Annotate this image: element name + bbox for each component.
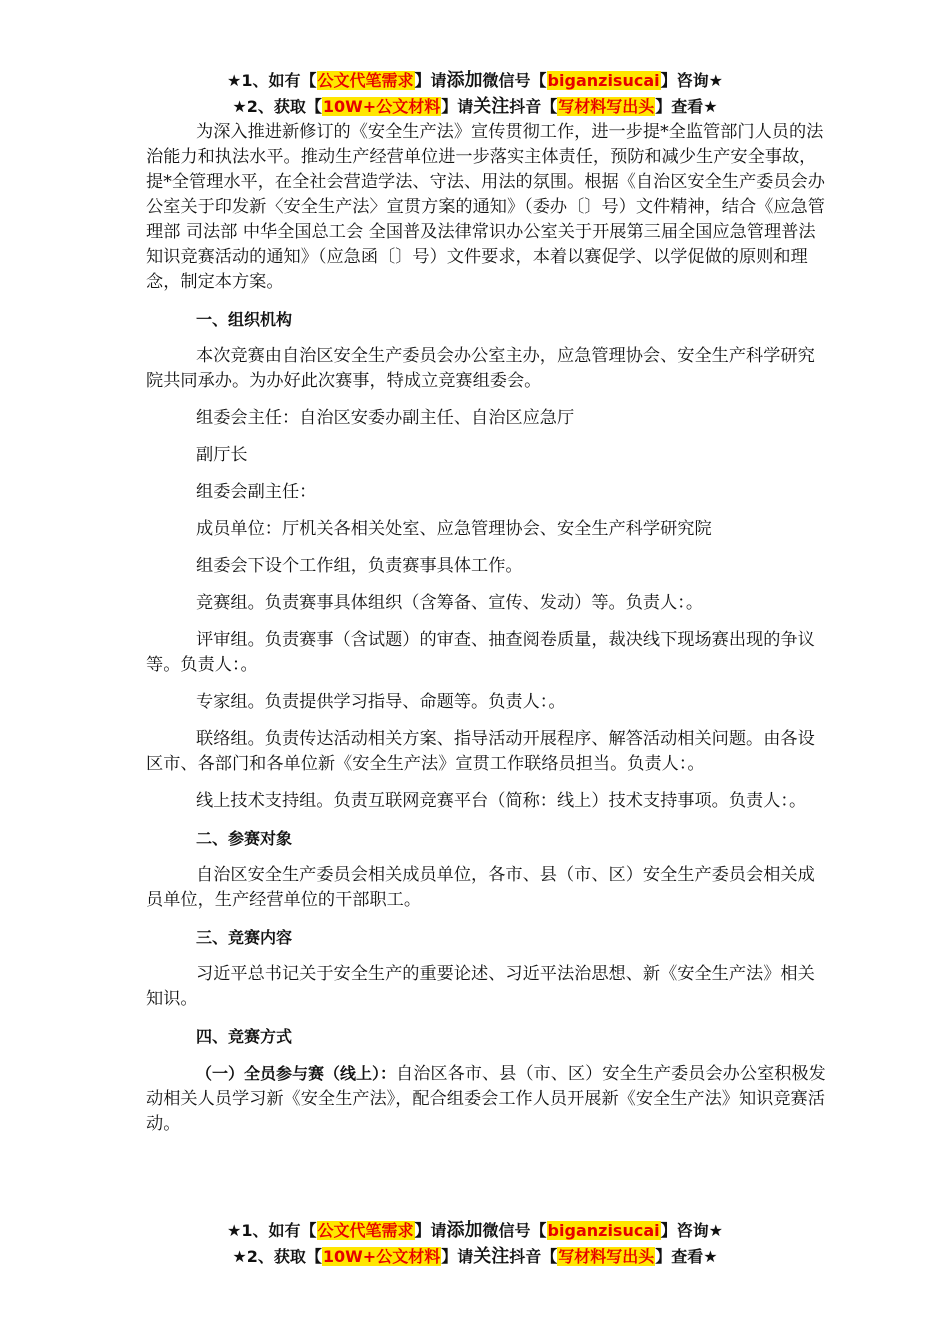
body-paragraph: 竞赛组。负责赛事具体组织（含筹备、宣传、发动）等。负责人：。 [196,593,704,613]
banner-emphasis: 添加 [446,1220,483,1241]
body-paragraph: 组委会下设个工作组，负责赛事具体工作。 [196,556,523,576]
banner-highlight: biganzisucai [547,1221,660,1240]
body-paragraph [146,1061,826,1137]
promo-banner-line-2 [0,94,950,120]
section-heading: 四、竞赛方式 [196,1027,293,1046]
banner-text: 】咨询★ [660,71,723,90]
promo-banner-line-1-bottom [0,1218,950,1244]
body-paragraph: 组委会主任：自治区安委办副主任、自治区应急厅 [196,408,575,428]
promo-banner-line-1 [0,68,950,94]
banner-text: ★2、获取【 [232,1247,322,1266]
item-text: 自治区各市、县（市、区）安全生产委员会办公室积极发动相关人员学习新《安全生产法》，配合组委会工作人员开展新《安全生产法》知识竞赛活动。 [146,1064,826,1134]
body-paragraph: 习近平总书记关于安全生产的重要论述、习近平法治思想、新《安全生产法》相关知识。 [146,964,815,1009]
banner-text: 】请 [414,71,447,90]
banner-highlight: 写材料写出头 [558,97,655,116]
banner-emphasis: 关注 [473,96,510,117]
body-paragraph: 组委会副主任： [196,482,317,502]
banner-emphasis: 添加 [446,70,483,91]
banner-text: 】查看★ [655,97,718,116]
body-paragraph: 联络组。负责传达活动相关方案、指导活动开展程序、解答活动相关问题。由各设区市、各部门和各单位新《安全生产法》宣贯工作联络员担当。负责人：。 [146,729,815,774]
banner-text: ★2、获取【 [232,97,322,116]
banner-text: 】请 [441,97,474,116]
body-paragraph: 评审组。负责赛事（含试题）的审查、抽查阅卷质量，裁决线下现场赛出现的争议等。负责人：。 [146,630,815,675]
banner-text: 】请 [441,1247,474,1266]
banner-text: 抖音【 [509,1247,558,1266]
banner-text: 】咨询★ [660,1221,723,1240]
promo-banner-line-2-bottom [0,1244,950,1270]
banner-text: ★1、如有【 [227,71,317,90]
banner-text: ★1、如有【 [227,1221,317,1240]
banner-highlight: 10W+公文材料 [322,1247,441,1266]
banner-text: 】查看★ [655,1247,718,1266]
banner-highlight: 公文代笔需求 [317,71,414,90]
section-heading: 三、竞赛内容 [196,928,293,947]
section-heading: 二、参赛对象 [196,829,293,848]
body-paragraph: 副厅长 [196,445,248,465]
item-lead: （一）全员参与赛（线上）： [196,1064,397,1083]
banner-highlight: 10W+公文材料 [322,97,441,116]
banner-text: 微信号【 [482,71,547,90]
banner-text: 抖音【 [509,97,558,116]
banner-highlight: biganzisucai [547,71,660,90]
banner-highlight: 写材料写出头 [558,1247,655,1266]
body-paragraph: 专家组。负责提供学习指导、命题等。负责人：。 [196,692,566,712]
banner-emphasis: 关注 [473,1246,510,1267]
body-paragraph: 线上技术支持组。负责互联网竞赛平台（简称：线上）技术支持事项。负责人：。 [196,791,807,811]
intro-paragraph: 为深入推进新修订的《安全生产法》宣传贯彻工作，进一步提*全监管部门人员的法治能力和执法水平。推动生产经营单位进一步落实主体责任，预防和减少生产安全事故，提*全管理水平，在全社会营造学法、守法、用法的氛围。根据《自治区安全生产委员会办公室关于印发新〈安全生产法〉宣贯方案的通知》（委办〔〕号）文件精神，结合《应急管理部 司法部 中华全国总工会 全国普及法律常识办公室关于开展第三届全国应急管理普法知识竞赛活动的通知》（应急函〔〕号）文件要求，本着以赛促学、以学促做的原则和理念，制定本方案。 [146,122,825,292]
banner-text: 】请 [414,1221,447,1240]
body-paragraph: 自治区安全生产委员会相关成员单位，各市、县（市、区）安全生产委员会相关成员单位，生产经营单位的干部职工。 [146,865,815,910]
banner-highlight: 公文代笔需求 [317,1221,414,1240]
section-heading: 一、组织机构 [196,310,293,329]
body-paragraph: 成员单位：厅机关各相关处室、应急管理协会、安全生产科学研究院 [196,519,712,539]
body-paragraph: 本次竞赛由自治区安全生产委员会办公室主办，应急管理协会、安全生产科学研究院共同承办。为办好此次赛事，特成立竞赛组委会。 [146,346,815,391]
document-body [146,120,826,1137]
banner-text: 微信号【 [482,1221,547,1240]
